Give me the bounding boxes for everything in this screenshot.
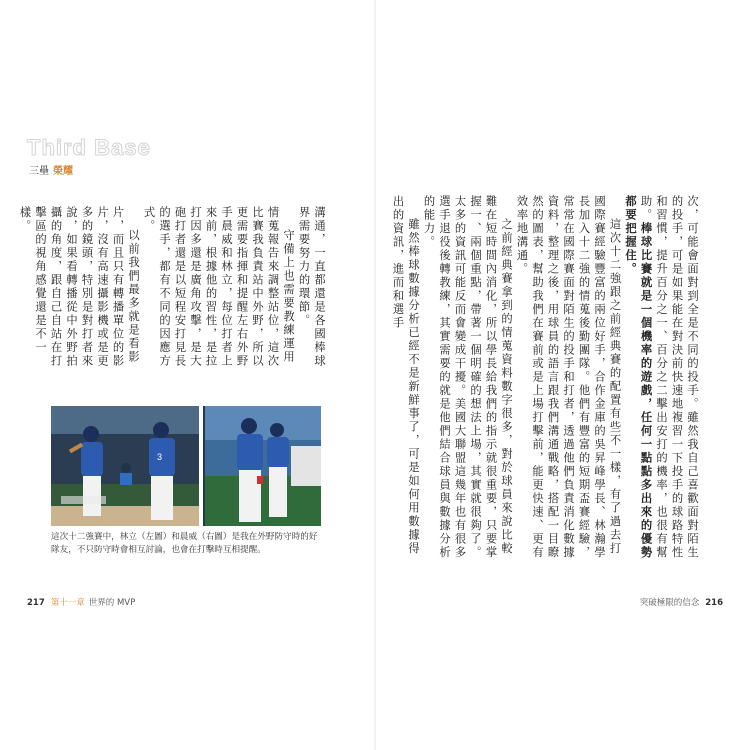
paragraph-text: 次，可能會面對到全是不同的投手。雖然我自己喜歡面對陌生的投手，可是如果能在對決前快速地複習一下投手的球路特性和習慣，提升百分之一、百分之二擊出安打的機率，也很有幫助。 [639,195,699,560]
left-footer [27,596,135,608]
paragraph: 守備上也需要教練運用情蒐報告來調整站位，這次比賽我負責站中外野，所以更需要指揮和提醒左右外野手晨威和林立，每位打者上來前，根據他的習性，是拉打因多還是廣角攻擊，是大砲打者還是以短程安打見長的選手，都有不同的因應方式。 [142,206,295,368]
chapter-label: 第十一章 [50,598,85,608]
paragraph: 這次十二強跟之前經典賽的配置有些不一樣，有了過去打國際賽經驗豐富的兩位好手，合作金庫的吳昇峰學長、林瀚學長加入十二強的情蒐後勤團隊。他們有豐富的短期盃賽經驗，常常在國際賽面對陌生的投手和打者，透過他們負責消化數據資料，整理之後，用球員的語言跟我們溝通戰略，搭配一目瞭然的圖表，幫助我們在賽前或是上場打擊前，能更快速、更有效率地溝通。 [515,195,622,560]
chapter-title: 世界的 MVP [88,598,136,608]
photo-caption: 這次十二強賽中，林立（左圖）和晨威（右圖）是我在外野防守時的好隊友，不只防守時會相互討論，也會在打擊時互相提醒。 [51,532,318,555]
paragraph: 以前我們最多就是看影片，而且只有轉播單位的影片，沒有高速攝影機或是更多的鏡頭，特別是對打者來說，如果看轉播從中外野拍攝的角度，跟自己自站在打擊區的視角感覺還是不一樣。 [18,206,140,368]
svg-text:3: 3 [157,452,163,462]
highlight-text: 棒球比賽就是一個機率的遊戲，任何一點點多出來的優勢都要把握住。 [624,195,653,560]
page-number: 216 [705,598,723,608]
right-body-text [391,195,700,565]
paragraph [623,195,701,565]
paragraph: 雖然棒球數據分析已經不是新鮮事了，可是如何用數據得出的資訊，進而和選手 [391,195,420,556]
photo-illustration [51,406,321,526]
paragraph: 之前經典賽拿到的情蒐資料數字很多，對於球員來說比較難在短時間內消化，所以學長給我們的指示就很重要，只要掌握一、兩個重點，帶著一個明確的想法上場，其實就很夠了。太多的資訊可能反而會變成干擾。美國大聯盟這幾年也有很多選手退役後轉教練，其實需要的就是他們結合球員與數據分析的能力。 [422,195,513,560]
section-subtitle [29,162,73,177]
book-title: 突破極限的信念 [639,598,700,608]
section-title: Third Base [27,135,151,160]
right-footer [640,596,723,608]
section-tag: 榮耀 [53,166,73,177]
section-sub-label: 三壘 [29,166,49,177]
paragraph: 溝通，一直都還是各國棒球界需要努力的環節。 [297,206,326,368]
page-number: 217 [27,598,45,608]
baseball-photo [51,406,321,526]
left-body-text [18,206,327,372]
